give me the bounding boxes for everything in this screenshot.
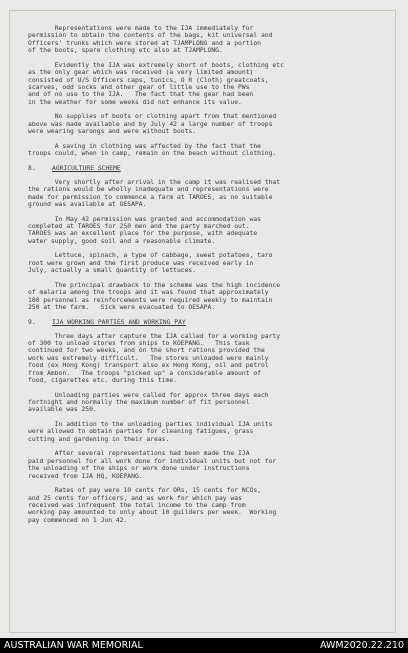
text-line: cutting and gardening in their areas. — [28, 435, 170, 443]
paragraph — [28, 392, 380, 414]
text-line: of the boots, spare clothing etc also at TJAMPLONG. — [28, 47, 223, 55]
text-line: root were grown and the first produce was received early in — [28, 259, 254, 267]
text-line: the unloading of the ships or work done under instructions — [28, 465, 250, 473]
paragraph — [28, 333, 380, 385]
section-heading — [28, 319, 380, 326]
text-line: permission to obtain the contents of the bags, kit universal and — [28, 32, 273, 40]
footer-bar — [0, 638, 408, 653]
section-number: 9. — [28, 318, 36, 326]
text-line: scarves, odd socks and other gear of little use to the PWs — [28, 84, 250, 92]
text-line: In addition to the unloading parties individual IJA units — [28, 420, 273, 428]
text-line: work was extremely difficult. The stores unloaded were mainly — [28, 354, 269, 362]
paragraph — [28, 252, 380, 274]
text-line: were allowed to obtain parties for cleaning fatigues, grass — [28, 428, 254, 436]
text-line: In May 42 permission was granted and accommodation was — [28, 215, 261, 223]
text-line: the rations would be wholly inadequate and representations were — [28, 186, 269, 194]
paragraph — [28, 282, 380, 312]
text-line: from Ambon. The troops "picked up" a considerable amount of — [28, 369, 261, 377]
paragraph — [28, 143, 380, 158]
paragraph — [28, 62, 380, 106]
text-line: The principal drawback to the scheme was the high incidence — [28, 281, 281, 289]
text-line: July, actually a small quantity of lettuces. — [28, 267, 197, 275]
text-line: food, cigarettes etc. during this time. — [28, 376, 177, 384]
text-line: as the only gear which was received (a very limited amount) — [28, 69, 254, 77]
text-line: fortnight and normally the maximum number of fit personnel — [28, 398, 250, 406]
text-line: made for permission to commence a farm at TAROES, as no suitable — [28, 193, 273, 201]
section-heading — [28, 165, 380, 172]
footer-accession-number: AWM2020.22.210 — [319, 640, 404, 651]
document-page — [10, 11, 395, 632]
text-line: were wearing sarongs and were without boots. — [28, 128, 197, 136]
text-line: received was infrequent the total income to the camp from — [28, 501, 246, 509]
paragraph — [28, 216, 380, 246]
paragraph — [28, 113, 380, 135]
section-title: IJA WORKING PARTIES AND WORKING PAY — [52, 318, 186, 326]
text-line: Representations were made to the IJA immediately for — [28, 25, 254, 32]
text-line: No supplies of boots or clothing apart from that mentioned — [28, 113, 277, 121]
text-line: of malaria among the troops and it was found that approximately — [28, 289, 269, 297]
text-line: After several representations had been made the IJA — [28, 450, 250, 458]
document-body — [28, 25, 380, 531]
text-line: consisted of U/S Officers caps, tunics, O R (Cloth) greatcoats, — [28, 76, 269, 84]
text-line: above was made available and by July 42 a large number of troops — [28, 120, 273, 128]
text-line: of 300 to unload stores from ships to KOEPANG. This task — [28, 339, 250, 347]
text-line: water supply, good soil and a reasonable climate. — [28, 237, 216, 245]
text-line: available was 250. — [28, 406, 97, 414]
text-line: and of no use to the IJA. The fact that the gear had been — [28, 91, 254, 99]
text-line: ground was available at OESAPA. — [28, 200, 147, 208]
text-line: paid personnel for all work done for individual units but not for — [28, 457, 277, 465]
text-line: and 25 cents for officers, and as work for which pay was — [28, 494, 242, 502]
text-line: Three days after capture the IJA called for a working party — [28, 332, 281, 340]
text-line: food (ex Hong Kong) transport also ex Hong Kong, oil and petrol — [28, 362, 269, 370]
text-line: Lettuce, spinach, a type of cabbage, sweet potatoes, taro — [28, 252, 273, 260]
paragraph — [28, 450, 380, 480]
text-line: Very shortly after arrival in the camp it was realised that — [28, 178, 281, 186]
text-line: working pay amounted to only about 10 guilders per week. Working — [28, 509, 277, 517]
text-line: 100 personnel as reinforcements were required weekly to maintain — [28, 296, 273, 304]
text-line: TAROES was an excellent place for the purpose, with adequate — [28, 230, 258, 238]
section-number: 8. — [28, 164, 36, 172]
text-line: received from IJA HQ, KOEPANG. — [28, 472, 143, 480]
text-line: completed at TAROES for 250 men and the party marched out. — [28, 222, 250, 230]
paragraph — [28, 421, 380, 443]
text-line: continued for two weeks, and on the short rations provided the — [28, 347, 265, 355]
section-title: AGRICULTURE SCHEME — [52, 164, 121, 172]
footer-institution: AUSTRALIAN WAR MEMORIAL — [4, 640, 143, 651]
text-line: Evidently the IJA was extremely short of boots, clothing etc — [28, 61, 284, 69]
text-line: Officers' trunks which were stored at TJAMPLONG and a portion — [28, 39, 261, 47]
text-line: A saving in clothing was affected by the fact that the — [28, 142, 261, 150]
text-line: pay commenced on 1 Jun 42. — [28, 516, 128, 524]
paragraph — [28, 25, 380, 55]
paragraph — [28, 487, 380, 524]
text-line: 250 at the farm. Sick were evacuated to OESAPA. — [28, 304, 216, 311]
paragraph — [28, 179, 380, 209]
text-line: in the weather for some weeks did not enhance its value. — [28, 98, 242, 106]
text-line: Unloading parties were called for approx three days each — [28, 391, 269, 399]
text-line: troops could, when in camp, remain on the beach without clothing. — [28, 150, 277, 158]
text-line: Rates of pay were 10 cents for ORs, 15 cents for NCOs, — [28, 487, 261, 495]
